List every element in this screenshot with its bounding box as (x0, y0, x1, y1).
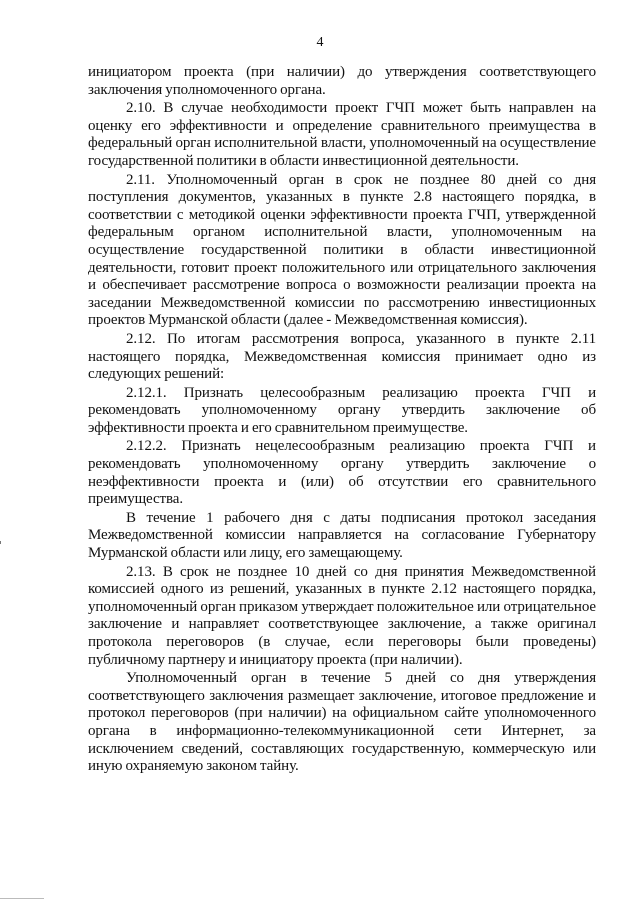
paragraph-2-12-2: 2.12.2. Признать нецелесообразным реализацию проекта ГЧП и рекомендовать уполномоченному органу утвердить заключение о неэффективности проекта и (или) об отсутствии его сравнительного преимущества. (88, 438, 596, 508)
paragraph-protocol-approval: В течение 1 рабочего дня с даты подписания протокол заседания Межведомственной комиссии направляется на согласование Губернатору Мурманской области или лицу, его замещающему. (88, 509, 596, 562)
scan-edge-mark (0, 541, 4, 544)
paragraph-publication: Уполномоченный орган в течение 5 дней со дня утверждения соответствующего заключения размещает заключение, итоговое предложение и протокол переговоров (при наличии) на официальном сайте уполномоченного органа в информационно-телекоммуникационной сети Интернет, за исключением сведений, составляющих государственную, коммерческую или иную охраняемую законом тайну. (88, 670, 596, 775)
paragraph-2-10: 2.10. В случае необходимости проект ГЧП может быть направлен на оценку его эффективности и определение сравнительного преимущества в федеральный орган исполнительной власти, уполномоченный на осуществление государственной политики в области инвестиционной деятельности. (88, 100, 596, 169)
paragraph-2-12-1: 2.12.1. Признать целесообразным реализацию проекта ГЧП и рекомендовать уполномоченному органу утвердить заключение об эффективности проекта и его сравнительном преимуществе. (88, 384, 596, 436)
paragraph-2-13: 2.13. В срок не позднее 10 дней со дня принятия Межведомственной комиссией одного из решений, указанных в пункте 2.12 настоящего порядка, уполномоченный орган приказом утверждает положительное или отрицательное заключение и направляет соответствующее заключение, а также оригинал протокола переговоров (в случае, если переговоры были проведены) публичному партнеру и инициатору проекта (при наличии). (88, 563, 596, 668)
document-body (88, 64, 596, 776)
paragraph-continuation: инициатором проекта (при наличии) до утверждения соответствующего заключения уполномоченного органа. (88, 64, 596, 98)
paragraph-2-11: 2.11. Уполномоченный орган в срок не позднее 80 дней со дня поступления документов, указанных в пункте 2.8 настоящего порядка, в соответствии с методикой оценки эффективности проекта ГЧП, утвержденной федеральным органом исполнительной власти, уполномоченным на осуществление государственной политики в области инвестиционной деятельности, готовит проект положительного или отрицательного заключения и обеспечивает рассмотрение вопроса о возможности реализации проекта на заседании Межведомственной комиссии по рассмотрению инвестиционных проектов Мурманской области (далее - Межведомственная комиссия). (88, 171, 596, 329)
paragraph-2-12: 2.12. По итогам рассмотрения вопроса, указанного в пункте 2.11 настоящего порядка, Межведомственная комиссия принимает одно из следующих решений: (88, 330, 596, 383)
scan-footer-mark (0, 898, 44, 899)
page-number: 4 (316, 35, 324, 50)
